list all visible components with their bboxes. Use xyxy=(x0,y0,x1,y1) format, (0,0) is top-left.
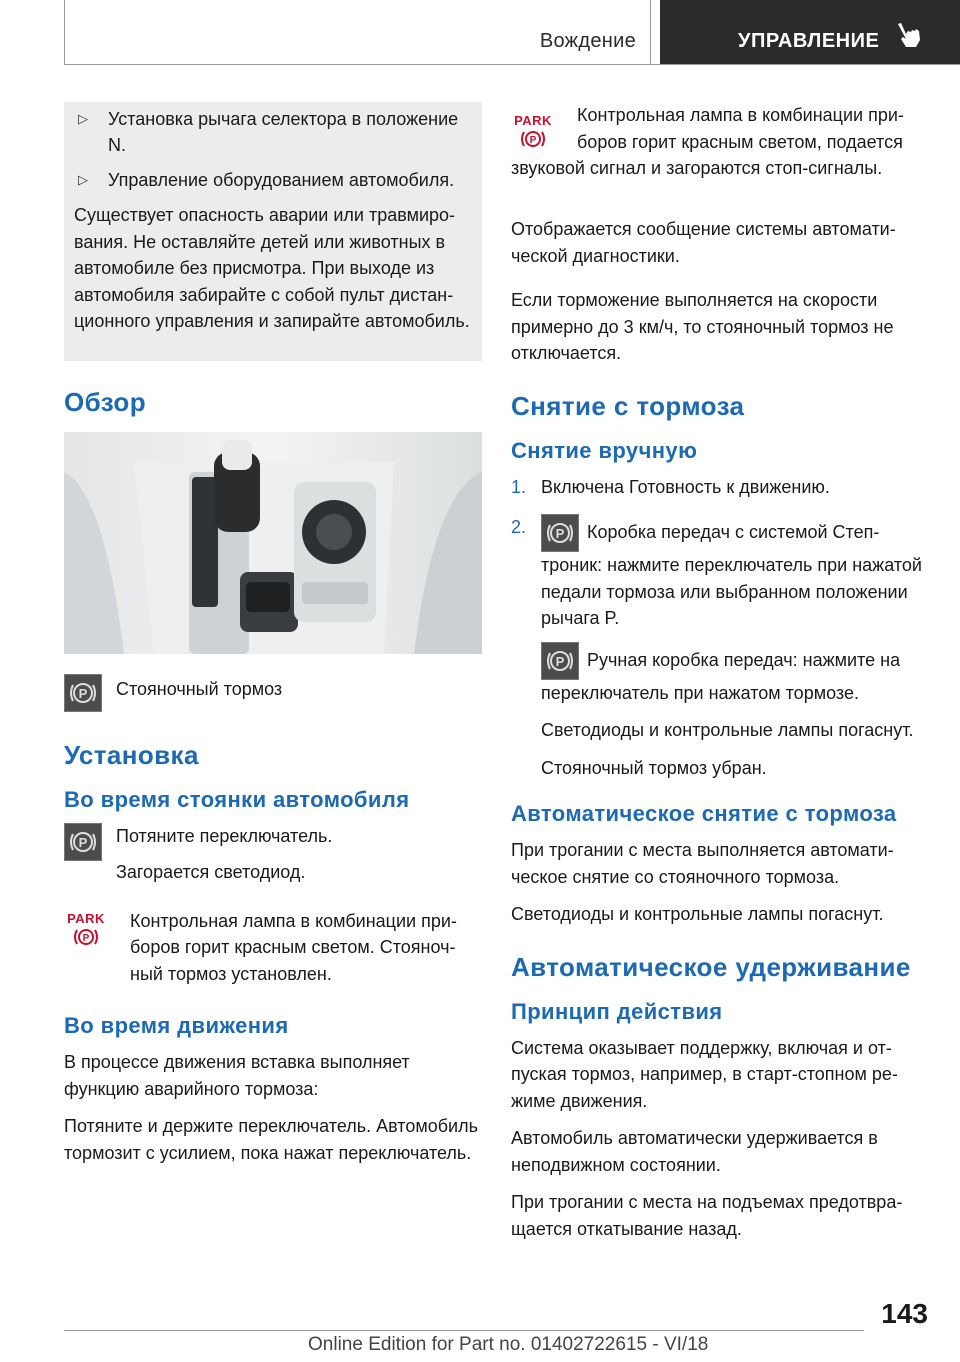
page-number: 143 xyxy=(881,1298,928,1329)
triangle-bullet-icon: ▷ xyxy=(78,111,88,126)
warning-bullet xyxy=(74,106,472,158)
svg-text:P: P xyxy=(555,526,565,541)
step-text: Коробка передач с системой Стептроник: нажмите переключатель при нажатой педали тормоза или выбранном положении рычага P. xyxy=(541,521,922,628)
manual-gear-text: Ручная коробка передач: нажмите на переключатель при нажатом тормозе. xyxy=(541,649,901,703)
principle-text-3: При трогании с места на подъемах предотвращается откатывание назад. xyxy=(511,1192,903,1239)
park-indicator-row xyxy=(64,908,482,988)
right-column xyxy=(511,102,927,1253)
warning-box xyxy=(64,102,482,361)
step-2-details xyxy=(511,642,927,782)
step-2 xyxy=(511,514,927,632)
step-number: 2. xyxy=(511,517,527,537)
driving-heading: Во время движения xyxy=(64,1013,289,1038)
park-indicator-text: Контрольная лампа в комбинации приборов горит красным светом. Стояночный тормоз установлен. xyxy=(130,910,457,984)
setting-heading: Установка xyxy=(64,739,199,770)
hand-pointer-icon xyxy=(894,22,922,48)
warning-bullet-text: Управление оборудованием автомобиля. xyxy=(108,170,455,190)
warning-bullet-text: Установка рычага селектора в положение N. xyxy=(108,109,459,155)
svg-text:P: P xyxy=(82,932,90,944)
footer-rule xyxy=(64,1330,864,1331)
header-rule xyxy=(64,64,960,65)
edition-text: Online Edition for Part no. 01402722615 - VI/18 xyxy=(308,1334,709,1355)
released-text: Стояночный тормоз убран. xyxy=(541,757,767,778)
right-indicator-block xyxy=(511,102,927,206)
chapter-title: Вождение xyxy=(539,30,636,52)
led-text: Загорается светодиод. xyxy=(116,862,306,882)
driving-text-1: В процессе движения вставка выполняет функцию аварийного тормоза: xyxy=(64,1052,410,1099)
photo-caption: Стояночный тормоз xyxy=(116,678,283,699)
step-text: Включена Готовность к движению. xyxy=(541,476,830,497)
park-indicator-icon xyxy=(64,912,108,953)
principle-text-2: Автомобиль автоматически удерживается в неподвижном состоянии. xyxy=(511,1128,878,1175)
svg-text:P: P xyxy=(78,685,88,701)
principle-heading: Принцип действия xyxy=(511,998,723,1024)
center-console-photo xyxy=(64,432,482,654)
pull-text: Потяните переключатель. xyxy=(116,825,333,846)
step-1 xyxy=(511,474,927,501)
svg-text:P: P xyxy=(529,135,537,146)
triangle-bullet-icon: ▷ xyxy=(78,172,88,187)
manual-release-heading: Снятие вручную xyxy=(511,437,698,463)
warning-bullet xyxy=(74,167,472,193)
overview-heading: Обзор xyxy=(64,386,146,417)
release-heading: Снятие с тормоза xyxy=(511,390,745,421)
parking-brake-icon xyxy=(64,674,102,712)
principle-text-1: Система оказывает поддержку, включая и отпуская тормоз, например, в старт-стопном режиме движения. xyxy=(511,1037,898,1111)
leds-off-text: Светодиоды и контрольные лампы погаснут. xyxy=(541,720,914,740)
left-column xyxy=(64,102,482,1177)
auto-release-text-2: Светодиоды и контрольные лампы погаснут. xyxy=(511,904,884,924)
svg-text:P: P xyxy=(555,653,565,669)
header-chapter-tab xyxy=(64,0,651,64)
park-indicator-icon xyxy=(511,114,555,155)
driving-text-2: Потяните и держите переключатель. Автомобиль тормозит с усилием, пока нажат переключатель. xyxy=(64,1116,478,1163)
step-number: 1. xyxy=(511,476,527,497)
svg-text:P: P xyxy=(78,834,88,850)
parked-heading: Во время стоянки автомобиля xyxy=(64,786,410,812)
auto-release-heading: Автоматическое снятие с тормоза xyxy=(511,801,897,826)
parking-brake-icon xyxy=(541,514,579,552)
low-speed-text: Если торможение выполняется на скорости примерно до 3 км/ч, то стояночный тормоз не отключается. xyxy=(511,290,894,363)
auto-release-text-1: При трогании с места выполняется автоматическое снятие со стояночного тормоза. xyxy=(511,840,894,887)
caption-row xyxy=(64,674,482,712)
section-title: УПРАВЛЕНИЕ xyxy=(738,30,880,52)
header-section-tab xyxy=(660,0,960,64)
diagnostic-text: Отображается сообщение системы автоматической диагностики. xyxy=(511,219,896,266)
park-label: PARK xyxy=(67,910,105,926)
parking-brake-icon xyxy=(541,642,579,680)
park-label: PARK xyxy=(514,113,552,128)
parking-brake-icon xyxy=(64,823,102,861)
auto-hold-heading: Автоматическое удерживание xyxy=(511,951,911,982)
pull-row xyxy=(64,823,482,886)
right-indicator-text: Контрольная лампа в комбинации приборов горит красным светом, подается звуковой сигнал и загораются стоп-сигналы. xyxy=(511,105,904,178)
warning-text: Существует опасность аварии или травмирования. Не оставляйте детей или животных в автомобиле без присмотра. При выходе из автомобиля забирайте с собой пульт дистанционного управления и запирайте автомобиль. xyxy=(74,205,470,331)
